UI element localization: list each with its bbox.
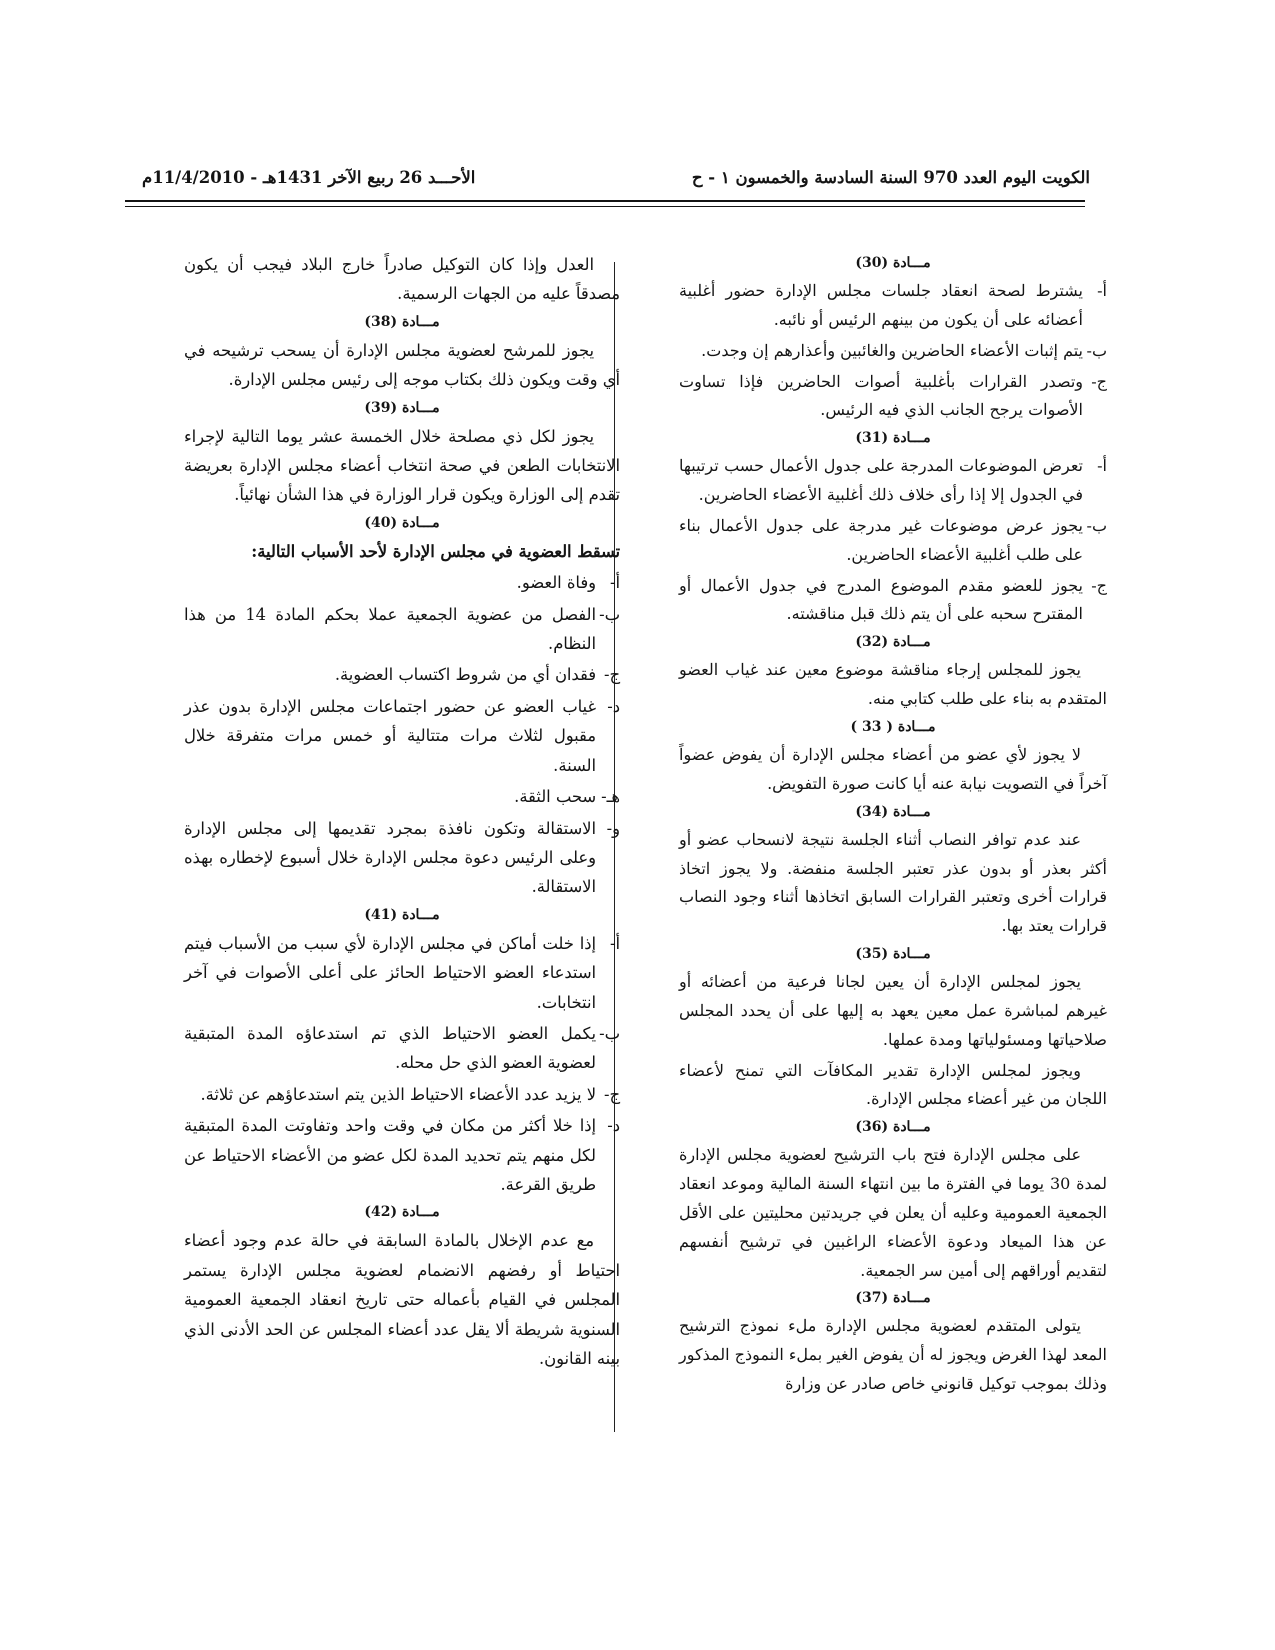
item-label: هـ- (601, 787, 620, 807)
item-label: ب- (599, 1023, 620, 1043)
item-text: يجوز عرض موضوعات غير مدرجة على جدول الأعمال بناء على طلب أغلبية الأعضاء الحاضرين. (679, 515, 1083, 564)
article-title: مـــادة (38) (364, 313, 440, 330)
article-item (679, 452, 1107, 510)
article-title: مـــادة (35) (855, 946, 931, 963)
article-section (679, 944, 1107, 1114)
header-rule-thin (125, 206, 1085, 207)
article-section (679, 717, 1107, 799)
right-column (679, 250, 1107, 1401)
article-section (184, 905, 620, 1200)
item-text: يشترط لصحة انعقاد جلسات مجلس الإدارة حضور أغلبية أعضائه على أن يكون من بينهم الرئيس أو نائبه. (679, 281, 1083, 329)
article-paragraph: عند عدم توافر النصاب أثناء الجلسة نتيجة لانسحاب عضو أو أكثر بعذر أو بدون عذر تعتبر الجلسة منفضة. ولا يجوز اتخاذ قرارات أخرى وتعتبر القرارات السابق اتخاذها أثناء وجود النصاب قرارات يعتد بها. (679, 829, 1107, 936)
item-label: و- (606, 818, 620, 838)
article-section (679, 253, 1107, 425)
item-text: إذا خلت أماكن في مجلس الإدارة لأي سبب من الأسباب فيتم استدعاء العضو الاحتياط الحائز على أعلى الأصوات في آخر انتخابات. (184, 933, 596, 1012)
article-paragraph: ويجوز لمجلس الإدارة تقدير المكافآت التي تمنح لأعضاء اللجان من غير أعضاء مجلس الإدارة. (679, 1060, 1107, 1109)
article-section (184, 513, 620, 902)
article-paragraph: العدل وإذا كان التوكيل صادراً خارج البلاد فيجب أن يكون مصدقاً عليه من الجهات الرسمية. (184, 255, 620, 304)
article-section (679, 1288, 1107, 1399)
publication-info: الكويت اليوم العدد 970 السنة السادسة والخمسون ١ - ح (691, 168, 1090, 187)
article-item (679, 337, 1107, 366)
article-item (184, 1019, 620, 1078)
article-paragraph: يجوز للمجلس إرجاء مناقشة موضوع معين عند غياب العضو المتقدم به بناء على طلب كتابي منه. (679, 660, 1107, 709)
left-column (184, 250, 620, 1375)
article-title: مـــادة (34) (855, 803, 931, 820)
header-rule (125, 200, 1085, 202)
item-text: يتم إثبات الأعضاء الحاضرين والغائبين وأعذارهم إن وجدت. (701, 340, 1083, 360)
item-text: إذا خلا أكثر من مكان في وقت واحد وتفاوتت المدة المتبقية لكل منهم يتم تحديد المدة لكل عضو من الأعضاء الاحتياط عن طريق القرعة. (184, 1116, 596, 1194)
item-label: د- (607, 696, 620, 716)
article-paragraph: يجوز لكل ذي مصلحة خلال الخمسة عشر يوما التالية لإجراء الانتخابات الطعن في صحة انتخاب أعضاء مجلس الإدارة بعريضة تقدم إلى الوزارة ويكون قرار الوزارة في هذا الشأن نهائياً. (184, 426, 620, 505)
item-text: لا يزيد عدد الأعضاء الاحتياط الذين يتم استدعاؤهم عن ثلاثة. (200, 1084, 596, 1104)
item-label: أ- (609, 573, 620, 593)
article-paragraph: لا يجوز لأي عضو من أعضاء مجلس الإدارة أن يفوض عضواً آخراً في التصويت نيابة عنه أيا كانت صورة التفويض. (679, 744, 1107, 793)
issue-date: الأحـــد 26 ربيع الآخر 1431هـ - 11/4/2010م (142, 168, 476, 187)
item-label: د- (607, 1116, 620, 1136)
article-item (184, 660, 620, 689)
item-label: أ- (1097, 456, 1107, 476)
item-text: غياب العضو عن حضور اجتماعات مجلس الإدارة بدون عذر مقبول لثلاث مرات متتالية أو خمس مرات متفرقة خلال السنة. (184, 696, 596, 775)
article-title: مـــادة (37) (855, 1290, 931, 1307)
item-text: الاستقالة وتكون نافذة بمجرد تقديمها إلى مجلس الإدارة وعلى الرئيس دعوة مجلس الإدارة خلال أسبوع لإخطاره بهذه الاستقالة. (184, 818, 596, 897)
item-text: سحب الثقة. (514, 787, 596, 807)
article-title: مـــادة (30) (855, 255, 931, 271)
item-text: وفاة العضو. (516, 573, 596, 593)
item-text: الفصل من عضوية الجمعية عملا بحكم المادة 14 من هذا النظام. (184, 604, 596, 654)
article-paragraph: على مجلس الإدارة فتح باب الترشيح لعضوية مجلس الإدارة لمدة 30 يوما في الفترة ما بين انتهاء السنة المالية وموعد انعقاد الجمعية العمومية وعليه أن يعلن في جريدتين محليتين على الأقل عن هذا الميعاد ودعوة الأعضاء الراغبين في ترشيح أنفسهم لتقديم أوراقهم إلى أمين سر الجمعية. (679, 1145, 1108, 1280)
item-text: تعرض الموضوعات المدرجة على جدول الأعمال حسب ترتيبها في الجدول إلا إذا رأى خلاف ذلك أغلبية الأعضاء الحاضرين. (679, 456, 1083, 505)
article-item (184, 782, 620, 811)
article-section (184, 312, 620, 395)
item-label: ج- (1091, 575, 1107, 595)
article-paragraph: يجوز لمجلس الإدارة أن يعين لجانا فرعية من أعضائه أو غيرهم لمباشرة عمل معين يعهد به إليها على أن يحدد المجلس صلاحياتها ومسئولياتها ومدة عملها. (679, 972, 1107, 1049)
item-label: ج- (1091, 371, 1107, 391)
article-section (679, 632, 1107, 714)
article-paragraph: يجوز للمرشح لعضوية مجلس الإدارة أن يسحب ترشيحه في أي وقت ويكون ذلك بكتاب موجه إلى رئيس مجلس الإدارة. (184, 340, 620, 390)
article-title: مـــادة (42) (364, 1204, 440, 1221)
item-text: فقدان أي من شروط اكتساب العضوية. (334, 665, 596, 685)
article-section (184, 398, 620, 510)
article-title: مـــادة (32) (855, 634, 931, 651)
article-lead: تسقط العضوية في مجلس الإدارة لأحد الأسباب التالية: (251, 541, 620, 561)
article-section (679, 802, 1107, 941)
article-item (184, 1080, 620, 1109)
article-paragraph: يتولى المتقدم لعضوية مجلس الإدارة ملء نموذج الترشيح المعد لهذا الغرض ويجوز له أن يفوض الغير بملء النموذج المذكور وذلك بموجب توكيل قانوني خاص صادر عن وزارة (679, 1316, 1107, 1394)
article-section (184, 1202, 620, 1373)
article-item (184, 692, 620, 780)
page-header (120, 168, 1090, 196)
article-item (679, 572, 1107, 630)
article-title: مـــادة (39) (364, 399, 440, 416)
article-title: مـــادة (31) (855, 430, 931, 447)
item-text: يجوز للعضو مقدم الموضوع المدرج في جدول الأعمال أو المقترح سحبه على أن يتم ذلك قبل مناقشته. (679, 575, 1083, 624)
article-item (184, 600, 620, 659)
article-item (679, 368, 1107, 426)
article-section (184, 250, 620, 309)
item-label: أ- (609, 933, 620, 953)
item-label: ب- (599, 604, 620, 624)
article-item (184, 568, 620, 597)
item-text: يكمل العضو الاحتياط الذي تم استدعاؤه المدة المتبقية لعضوية العضو الذي حل محله. (184, 1023, 596, 1073)
article-item (184, 1111, 620, 1199)
item-label: ب- (1086, 515, 1107, 535)
article-title: مـــادة (41) (364, 906, 440, 923)
article-section (679, 428, 1107, 629)
article-item (184, 814, 620, 902)
item-label: ج- (603, 1084, 620, 1104)
article-section (679, 1117, 1107, 1285)
item-label: ب- (1086, 340, 1107, 360)
item-text: وتصدر القرارات بأغلبية أصوات الحاضرين فإذا تساوت الأصوات يرجح الجانب الذي فيه الرئيس. (679, 371, 1083, 420)
item-label: ج- (603, 665, 620, 685)
item-label: أ- (1097, 281, 1107, 300)
article-title: مـــادة ( 33 ) (850, 718, 936, 735)
article-item (184, 929, 620, 1017)
article-item (679, 277, 1107, 335)
article-item (679, 512, 1107, 570)
article-title: مـــادة (40) (364, 514, 440, 531)
article-paragraph: مع عدم الإخلال بالمادة السابقة في حالة عدم وجود أعضاء احتياط أو رفضهم الانضمام لعضوية مجلس الإدارة يستمر المجلس في القيام بأعماله حتى تاريخ انعقاد الجمعية العمومية السنوية شريطة ألا يقل عدد أعضاء المجلس عن الحد الأدنى الذي بينه القانون. (184, 1231, 620, 1368)
article-title: مـــادة (36) (855, 1119, 931, 1136)
